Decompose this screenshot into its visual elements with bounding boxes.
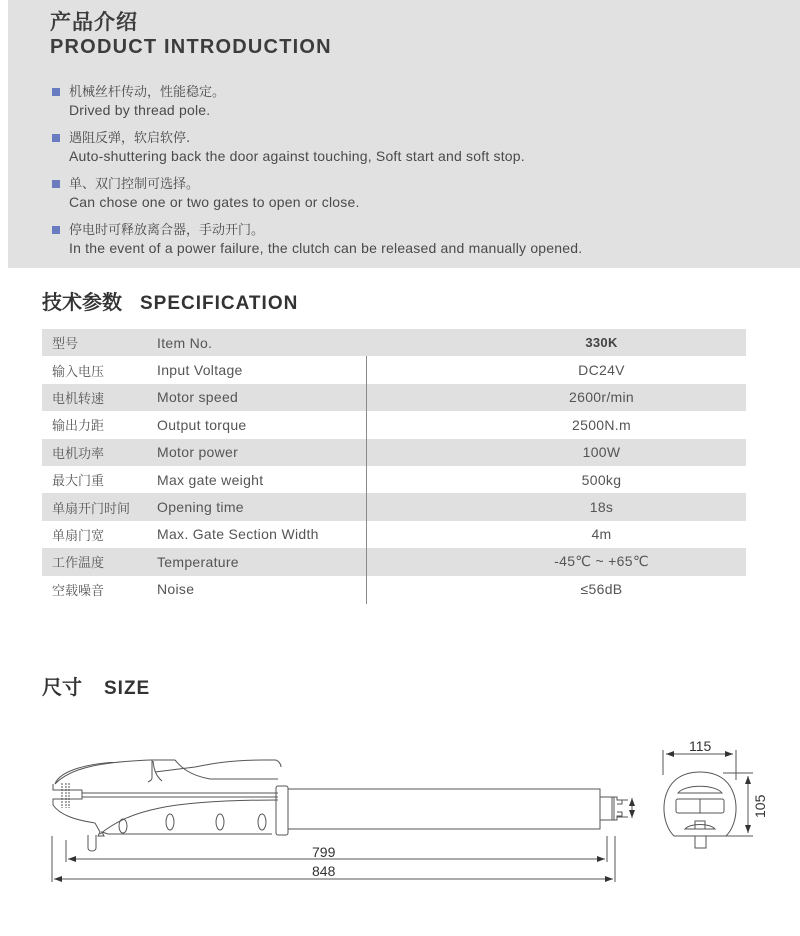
- spec-label-en: Output torque: [157, 416, 247, 433]
- spec-label-cn: 单扇开门时间: [52, 501, 131, 517]
- spec-row-temperature: [42, 548, 746, 575]
- intro-title-cn: 产品介绍: [50, 10, 138, 34]
- spec-row-item-no: [42, 329, 746, 356]
- spec-label-en: Noise: [157, 581, 195, 598]
- size-title-cn: 尺寸: [42, 675, 82, 699]
- spec-value: 2600r/min: [569, 389, 634, 406]
- spec-value: 18s: [589, 499, 614, 516]
- spec-label-cn: 型号: [52, 337, 79, 353]
- feature-text-cn: 单、双门控制可选择。: [69, 177, 200, 192]
- table-column-divider: [366, 356, 367, 604]
- spec-label-en: Motor speed: [157, 389, 239, 406]
- spec-label-en: Max gate weight: [157, 471, 264, 488]
- spec-value: ≤56dB: [580, 581, 623, 598]
- spec-label-cn: 输出力距: [52, 419, 105, 435]
- dimension-799: 799: [312, 844, 336, 860]
- feature-text-en: Can chose one or two gates to open or close.: [69, 194, 360, 210]
- specification-title-cn: 技术参数: [42, 290, 122, 314]
- spec-label-en: Motor power: [157, 444, 239, 461]
- dimension-105: 105: [752, 794, 768, 818]
- specification-table: [42, 329, 746, 603]
- feature-item: [52, 84, 772, 119]
- spec-label-en: Opening time: [157, 499, 244, 516]
- spec-label-cn: 单扇门宽: [52, 528, 105, 544]
- square-bullet-icon: [52, 226, 60, 234]
- spec-label-cn: 空载噪音: [52, 583, 105, 599]
- spec-label-cn: 工作温度: [52, 556, 105, 572]
- spec-row-motor-speed: [42, 384, 746, 411]
- spec-value: 2500N.m: [572, 416, 631, 433]
- spec-row-input-voltage: [42, 356, 746, 383]
- spec-label-cn: 输入电压: [52, 364, 105, 380]
- actuator-end-view-icon: [663, 750, 753, 848]
- dimension-drawing: [0, 720, 800, 936]
- feature-item: [52, 222, 772, 257]
- spec-value: -45℃ ~ +65℃: [554, 553, 649, 570]
- feature-text-cn: 机械丝杆传动，性能稳定。: [69, 85, 226, 100]
- spec-value: 4m: [591, 526, 612, 543]
- spec-label-en: Input Voltage: [157, 362, 243, 379]
- feature-text-cn: 遇阻反弹，软启软停.: [69, 131, 191, 146]
- spec-value: 100W: [582, 444, 621, 461]
- square-bullet-icon: [52, 88, 60, 96]
- size-title-en: SIZE: [104, 678, 151, 699]
- spec-row-noise: [42, 576, 746, 603]
- spec-value: 330K: [585, 335, 618, 351]
- spec-label-en: Max. Gate Section Width: [157, 526, 319, 543]
- intro-title-en: PRODUCT INTRODUCTION: [50, 36, 332, 58]
- actuator-side-view-icon: [53, 760, 632, 851]
- spec-label-cn: 电机功率: [52, 446, 105, 462]
- feature-text-en: Auto-shuttering back the door against touching, Soft start and soft stop.: [69, 148, 525, 164]
- feature-text-en: Drived by thread pole.: [69, 102, 211, 118]
- spec-value: 500kg: [581, 471, 622, 488]
- feature-text-cn: 停电时可释放离合器，手动开门。: [69, 223, 265, 238]
- square-bullet-icon: [52, 180, 60, 188]
- dimension-848: 848: [312, 863, 336, 879]
- dimension-115: 115: [689, 738, 712, 754]
- size-heading: [42, 671, 150, 700]
- feature-text-en: In the event of a power failure, the clutch can be released and manually opened.: [69, 240, 583, 256]
- specification-heading: [42, 286, 298, 315]
- spec-row-motor-power: [42, 439, 746, 466]
- feature-list: [52, 84, 772, 268]
- spec-label-en: Temperature: [157, 553, 239, 570]
- spec-label-en: Item No.: [157, 334, 213, 351]
- spec-label-cn: 电机转速: [52, 391, 105, 407]
- spec-row-max-gate-weight: [42, 466, 746, 493]
- square-bullet-icon: [52, 134, 60, 142]
- spec-row-gate-width: [42, 521, 746, 548]
- spec-row-opening-time: [42, 493, 746, 520]
- product-introduction-panel: [8, 0, 800, 268]
- feature-item: [52, 130, 772, 165]
- spec-value: DC24V: [578, 362, 625, 379]
- spec-row-output-torque: [42, 411, 746, 438]
- spec-label-cn: 最大门重: [52, 474, 105, 490]
- feature-item: [52, 176, 772, 211]
- specification-title-en: SPECIFICATION: [140, 293, 299, 314]
